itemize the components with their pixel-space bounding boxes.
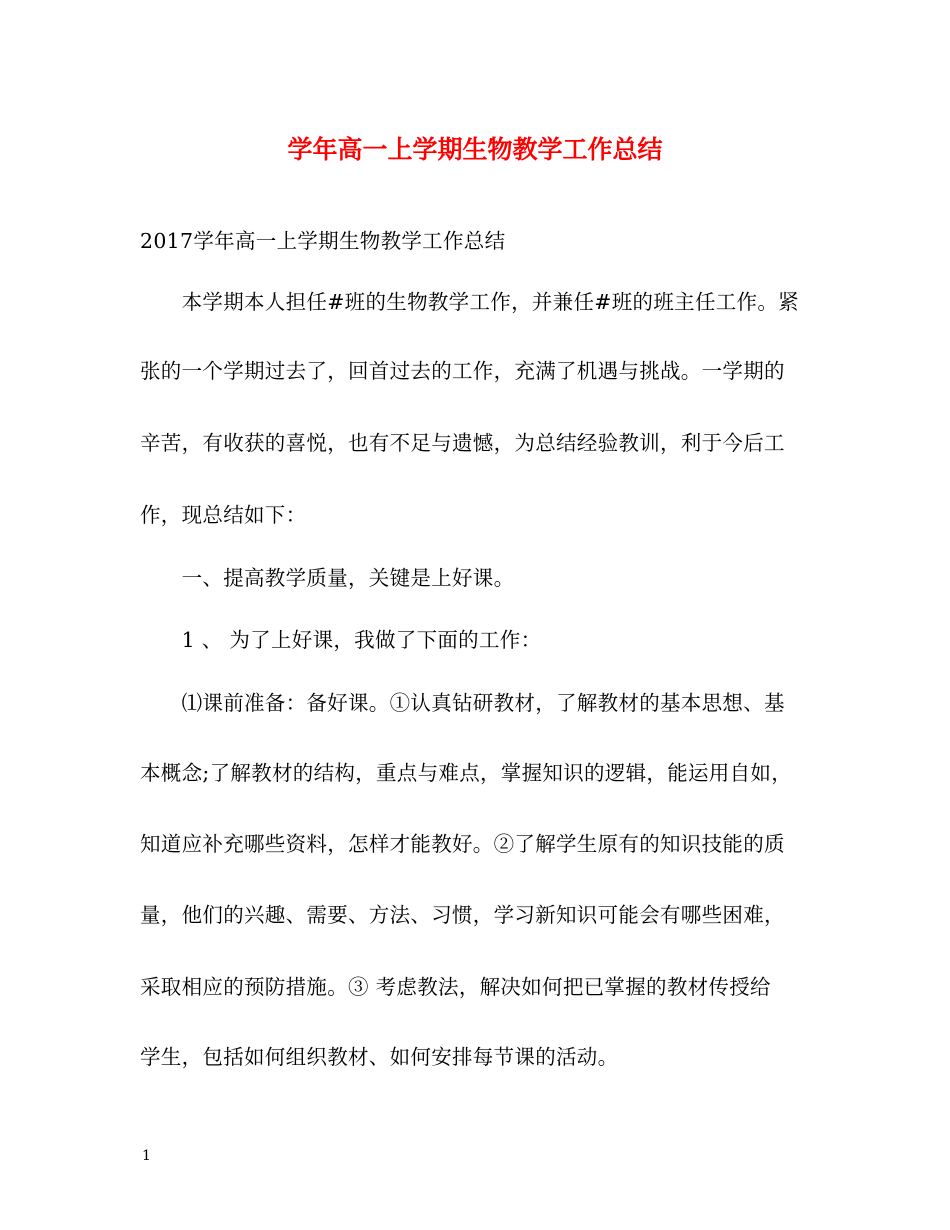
- document-title: 学年高一上学期生物教学工作总结: [287, 135, 663, 164]
- section-heading: 一、提高教学质量，关键是上好课。: [140, 566, 515, 590]
- paragraph-line: 知道应补充哪些资料，怎样才能教好。②了解学生原有的知识技能的质: [140, 832, 785, 856]
- paragraph-line: 本学期本人担任#班的生物教学工作，并兼任#班的班主任工作。紧: [140, 290, 799, 314]
- document-subtitle: 2017学年高一上学期生物教学工作总结: [140, 229, 506, 253]
- paragraph-line: 本概念;了解教材的结构，重点与难点，掌握知识的逻辑，能运用自如，: [140, 761, 793, 785]
- paragraph-line: 量，他们的兴趣、需要、方法、习惯，学习新知识可能会有哪些困难，: [140, 903, 785, 927]
- paragraph-line: 张的一个学期过去了，回首过去的工作，充满了机遇与挑战。一学期的: [140, 359, 785, 383]
- list-item-heading: 1 、 为了上好课，我做了下面的工作：: [140, 628, 542, 652]
- paragraph-line: 作，现总结如下：: [140, 503, 307, 527]
- paragraph-line: 辛苦，有收获的喜悦，也有不足与遗憾，为总结经验教训，利于今后工: [140, 431, 785, 455]
- paragraph-line: 采取相应的预防措施。③ 考虑教法，解决如何把已掌握的教材传授给: [140, 975, 771, 999]
- paragraph-line: ⑴课前准备：备好课。①认真钻研教材，了解教材的基本思想、基: [140, 691, 785, 715]
- page-number: 1: [142, 1148, 151, 1164]
- paragraph-line: 学生，包括如何组织教材、如何安排每节课的活动。: [140, 1045, 619, 1069]
